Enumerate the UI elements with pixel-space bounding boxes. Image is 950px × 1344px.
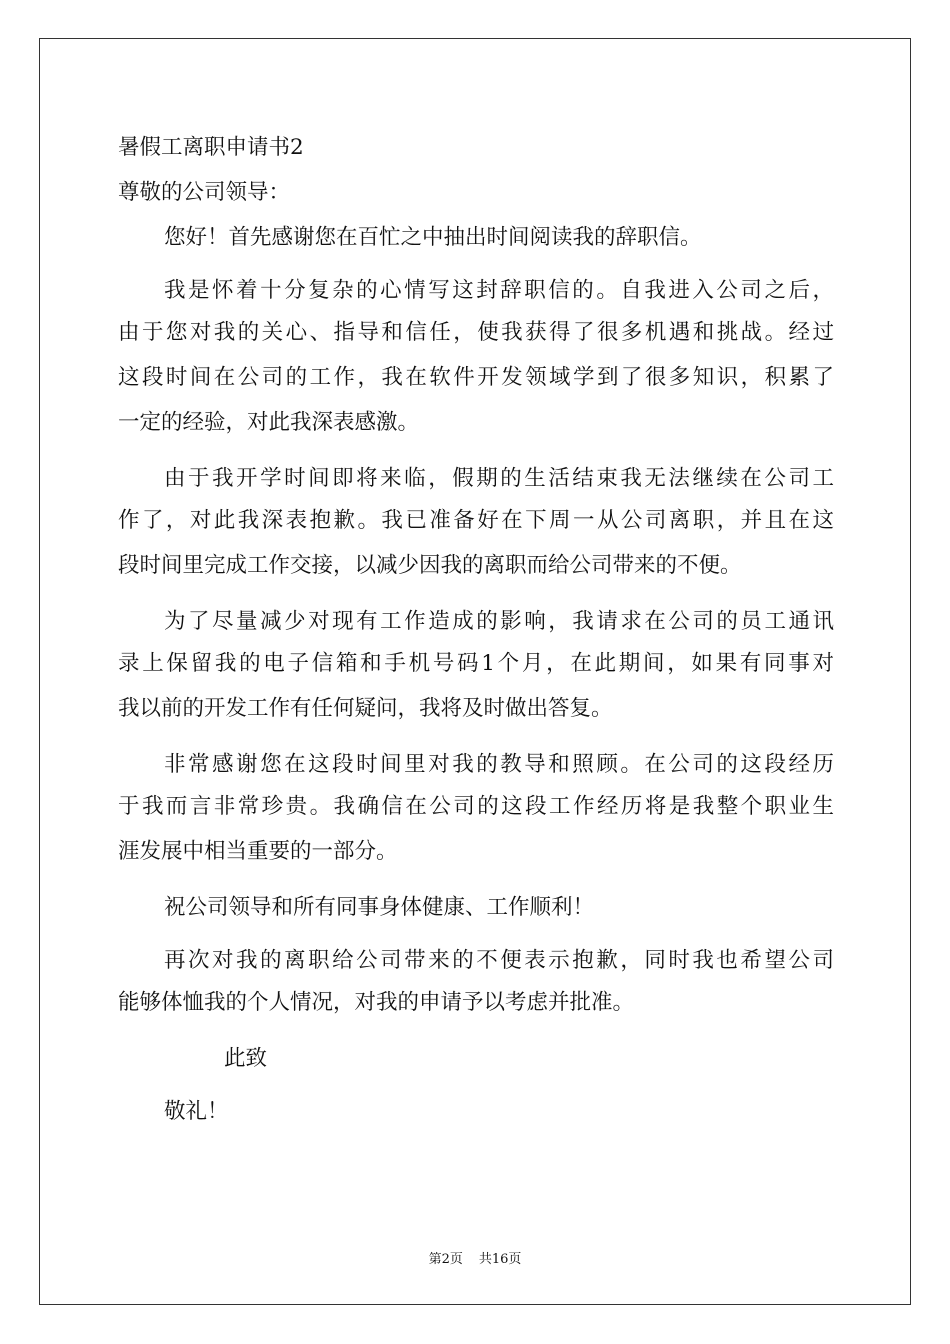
paragraph-line: 由于您对我的关心、指导和信任，使我获得了很多机遇和挑战。经过 [118, 320, 834, 345]
paragraph-line: 您好！首先感谢您在百忙之中抽出时间阅读我的辞职信。 [164, 225, 702, 250]
paragraph-line: 祝公司领导和所有同事身体健康、工作顺利！ [164, 895, 595, 920]
page-footer [0, 1248, 950, 1267]
paragraph-wishes [118, 889, 834, 927]
paragraph-reason [118, 460, 834, 588]
paragraph-line: 涯发展中相当重要的一部分。 [118, 839, 398, 864]
closing-regards: 此致 [224, 1046, 268, 1071]
paragraph-line: 由于我开学时间即将来临，假期的生活结束我无法继续在公司工 [164, 466, 834, 491]
paragraph-request [118, 603, 834, 731]
paragraph-line: 为了尽量减少对现有工作造成的影响，我请求在公司的员工通讯 [164, 609, 834, 634]
paragraph-line: 非常感谢您在这段时间里对我的教导和照顾。在公司的这段经历 [164, 752, 834, 777]
paragraph-intro [118, 272, 834, 445]
paragraph-apology [118, 942, 834, 1025]
paragraph-line: 我以前的开发工作有任何疑问，我将及时做出答复。 [118, 696, 613, 721]
paragraph-line: 我是怀着十分复杂的心情写这封辞职信的。自我进入公司之后， [164, 278, 834, 303]
paragraph-line: 录上保留我的电子信箱和手机号码1个月，在此期间，如果有同事对 [118, 651, 834, 676]
paragraph-line: 于我而言非常珍贵。我确信在公司的这段工作经历将是我整个职业生 [118, 794, 834, 819]
paragraph-line: 能够体恤我的个人情况，对我的申请予以考虑并批准。 [118, 990, 635, 1015]
page-number: 第2页 [428, 1252, 463, 1267]
closing-salute: 敬礼！ [164, 1099, 229, 1124]
paragraph-line: 再次对我的离职给公司带来的不便表示抱歉，同时我也希望公司 [164, 948, 834, 973]
paragraph-line: 段时间里完成工作交接，以减少因我的离职而给公司带来的不便。 [118, 553, 742, 578]
letter-body [118, 129, 834, 1131]
salutation: 尊敬的公司领导： [118, 180, 291, 205]
paragraph-line: 这段时间在公司的工作，我在软件开发领域学到了很多知识，积累了 [118, 365, 834, 390]
paragraph-greeting [118, 219, 834, 257]
paragraph-thanks [118, 746, 834, 874]
paragraph-line: 作了，对此我深表抱歉。我已准备好在下周一从公司离职，并且在这 [118, 508, 834, 533]
document-title: 暑假工离职申请书2 [118, 135, 304, 160]
paragraph-line: 一定的经验，对此我深表感激。 [118, 410, 420, 435]
page-total: 共16页 [478, 1252, 522, 1267]
